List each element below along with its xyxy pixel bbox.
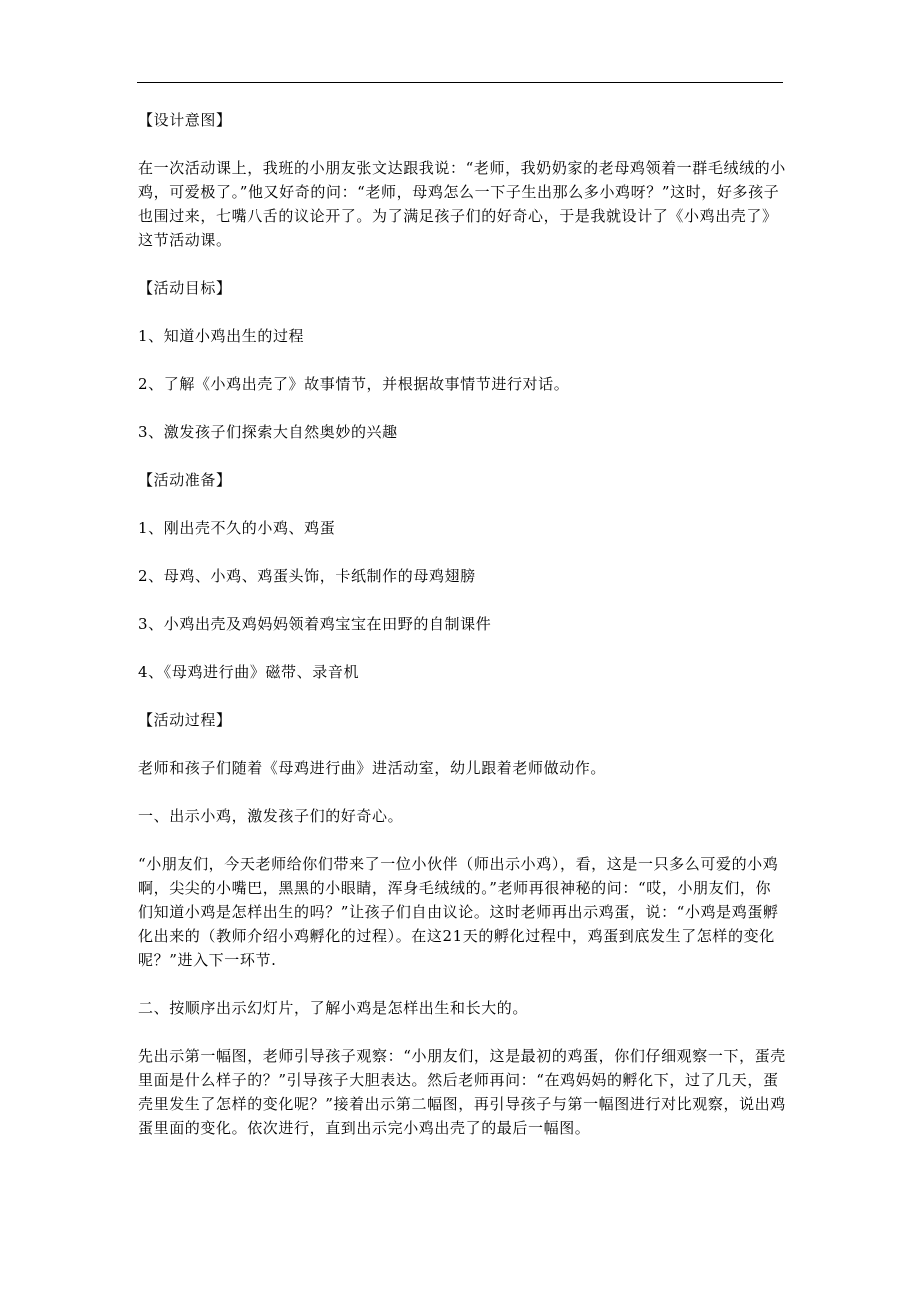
prep-item-4: 4、《母鸡进行曲》磁带、录音机: [138, 663, 360, 681]
section-heading-goals: 【活动目标】: [138, 279, 232, 297]
process-step-1-body: “小朋友们，今天老师给你们带来了一位小伙伴（师出示小鸡），看，这是一只多么可爱的小鸡啊，尖尖的小嘴巴，黑黑的小眼睛，浑身毛绒绒的。”老师再很神秘的问：“哎，小朋友们，你们知道小鸡是怎样出生的吗？”让孩子们自由议论。这时老师再出示鸡蛋，说：“小鸡是鸡蛋孵化出来的（教师介绍小鸡孵化的过程）。在这21天的孵化过程中，鸡蛋到底发生了怎样的变化呢？”进入下一环节.: [138, 855, 779, 969]
process-step-2-title: 二、按顺序出示幻灯片，了解小鸡是怎样出生和长大的。: [138, 999, 529, 1017]
process-step-1-title: 一、出示小鸡，激发孩子们的好奇心。: [138, 807, 404, 825]
section-heading-design-intent: 【设计意图】: [138, 111, 232, 129]
paragraph-design-intent: 在一次活动课上，我班的小朋友张文达跟我说：“老师，我奶奶家的老母鸡领着一群毛绒绒的小鸡，可爱极了。”他又好奇的问：“老师，母鸡怎么一下子生出那么多小鸡呀？”这时，好多孩子也围过来，七嘴八舌的议论开了。为了满足孩子们的好奇心，于是我就设计了《小鸡出壳了》这节活动课。: [138, 159, 786, 249]
section-heading-process: 【活动过程】: [138, 711, 232, 729]
document-body: [138, 108, 786, 1140]
goal-item-2: 2、了解《小鸡出壳了》故事情节，并根据故事情节进行对话。: [138, 375, 570, 393]
prep-item-2: 2、母鸡、小鸡、鸡蛋头饰，卡纸制作的母鸡翅膀: [138, 567, 476, 585]
goal-item-1: 1、知道小鸡出生的过程: [138, 327, 305, 345]
header-rule: [137, 82, 783, 83]
prep-item-3: 3、小鸡出壳及鸡妈妈领着鸡宝宝在田野的自制课件: [138, 615, 492, 633]
prep-item-1: 1、刚出壳不久的小鸡、鸡蛋: [138, 519, 336, 537]
process-step-2-body: 先出示第一幅图，老师引导孩子观察：“小朋友们，这是最初的鸡蛋，你们仔细观察一下，蛋壳里面是什么样子的？”引导孩子大胆表达。然后老师再问：“在鸡妈妈的孵化下，过了几天，蛋壳里发生了怎样的变化呢？”接着出示第二幅图，再引导孩子与第一幅图进行对比观察，说出鸡蛋里面的变化。依次进行，直到出示完小鸡出壳了的最后一幅图。: [138, 1047, 786, 1137]
goal-item-3: 3、激发孩子们探索大自然奥妙的兴趣: [138, 423, 398, 441]
section-heading-preparation: 【活动准备】: [138, 471, 232, 489]
process-intro: 老师和孩子们随着《母鸡进行曲》进活动室，幼儿跟着老师做动作。: [138, 759, 607, 777]
